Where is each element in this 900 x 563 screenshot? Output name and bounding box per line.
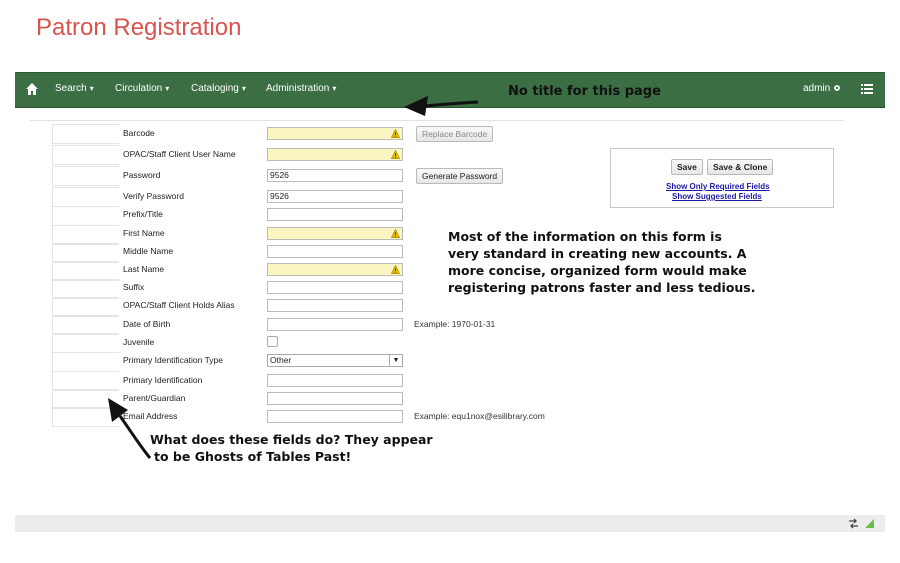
nav-cataloging[interactable]: Cataloging ▾ bbox=[191, 83, 246, 94]
page-title: Patron Registration bbox=[36, 14, 242, 41]
save-button[interactable]: Save bbox=[671, 159, 703, 175]
ghost-cell bbox=[52, 297, 119, 317]
chevron-down-icon: ▾ bbox=[89, 84, 94, 93]
chevron-down-icon: ▾ bbox=[332, 84, 337, 93]
label-email: Email Address bbox=[123, 411, 178, 421]
ghost-cell bbox=[52, 243, 119, 263]
label-juvenile: Juvenile bbox=[123, 337, 155, 347]
primary-id-input[interactable] bbox=[267, 374, 403, 387]
barcode-input[interactable] bbox=[267, 127, 403, 140]
ghost-cell bbox=[52, 261, 119, 281]
label-parent-guardian: Parent/Guardian bbox=[123, 393, 186, 403]
annotation-info bbox=[448, 228, 756, 296]
user-name: admin bbox=[802, 83, 831, 94]
user-menu[interactable] bbox=[803, 83, 841, 94]
ghost-cell bbox=[52, 315, 119, 335]
annotation-line: What does these fields do? They appear bbox=[150, 432, 433, 447]
annotation-line: very standard in creating new accounts. A bbox=[448, 246, 747, 261]
username-input[interactable] bbox=[267, 148, 403, 161]
email-example: Example: equ1nox@esilibrary.com bbox=[414, 411, 545, 421]
label-password: Password bbox=[123, 170, 161, 180]
label-last-name: Last Name bbox=[123, 264, 165, 274]
show-suggested-link[interactable]: Show Suggested Fields bbox=[672, 192, 762, 201]
label-username: OPAC/Staff Client User Name bbox=[123, 149, 236, 159]
warning-icon bbox=[391, 129, 400, 138]
nav-circulation[interactable]: Circulation ▾ bbox=[115, 83, 170, 94]
label-prefix: Prefix/Title bbox=[123, 209, 163, 219]
warning-icon bbox=[391, 150, 400, 159]
chevron-down-icon: ▼ bbox=[389, 355, 402, 366]
nav-search[interactable]: Search ▾ bbox=[55, 83, 94, 94]
arrow-left-icon bbox=[398, 90, 482, 118]
swap-icon[interactable] bbox=[848, 518, 859, 529]
gear-icon bbox=[833, 84, 841, 92]
action-panel bbox=[610, 148, 834, 208]
annotation-line: Most of the information on this form is bbox=[448, 229, 722, 244]
ghost-cell bbox=[52, 166, 119, 186]
juvenile-checkbox[interactable] bbox=[267, 336, 278, 347]
replace-barcode-button[interactable]: Replace Barcode bbox=[416, 126, 493, 142]
label-verify-password: Verify Password bbox=[123, 191, 184, 201]
nav-administration[interactable]: Administration ▾ bbox=[266, 83, 337, 94]
ghost-cell bbox=[52, 371, 119, 391]
footer-bar bbox=[15, 515, 885, 532]
label-id-type: Primary Identification Type bbox=[123, 355, 223, 365]
verify-password-input[interactable]: 9526 bbox=[267, 190, 403, 203]
suffix-input[interactable] bbox=[267, 281, 403, 294]
ghost-cell bbox=[52, 333, 119, 353]
prefix-input[interactable] bbox=[267, 208, 403, 221]
dob-example: Example: 1970-01-31 bbox=[414, 319, 496, 329]
chevron-down-icon: ▾ bbox=[241, 84, 246, 93]
list-icon[interactable] bbox=[861, 83, 873, 95]
label-primary-id: Primary Identification bbox=[123, 375, 203, 385]
annotation-line: registering patrons faster and less tedious. bbox=[448, 280, 756, 295]
label-suffix: Suffix bbox=[123, 282, 145, 292]
save-clone-button[interactable]: Save & Clone bbox=[707, 159, 773, 175]
password-input[interactable]: 9526 bbox=[267, 169, 403, 182]
holds-alias-input[interactable] bbox=[267, 299, 403, 312]
ghost-cell bbox=[52, 145, 119, 165]
annotation-line: to be Ghosts of Tables Past! bbox=[154, 449, 352, 464]
ghost-cell bbox=[52, 187, 119, 207]
dob-input[interactable] bbox=[267, 318, 403, 331]
middle-name-input[interactable] bbox=[267, 245, 403, 258]
label-holds-alias: OPAC/Staff Client Holds Alias bbox=[123, 300, 235, 310]
ghost-cell bbox=[52, 124, 119, 144]
signal-icon bbox=[864, 518, 875, 529]
chevron-down-icon: ▾ bbox=[165, 84, 170, 93]
ghost-cell bbox=[52, 352, 119, 372]
show-required-link[interactable]: Show Only Required Fields bbox=[666, 182, 770, 191]
label-barcode: Barcode bbox=[123, 128, 155, 138]
annotation-line: more concise, organized form would make bbox=[448, 263, 747, 278]
ghost-cell bbox=[52, 225, 119, 245]
generate-password-button[interactable]: Generate Password bbox=[416, 168, 503, 184]
first-name-input[interactable] bbox=[267, 227, 403, 240]
annotation-ghost bbox=[150, 431, 433, 465]
ghost-cell bbox=[52, 279, 119, 299]
id-type-select[interactable] bbox=[267, 354, 403, 367]
ghost-cell bbox=[52, 206, 119, 226]
id-type-value: Other bbox=[270, 355, 292, 365]
annotation-no-title: No title for this page bbox=[508, 84, 661, 99]
warning-icon bbox=[391, 229, 400, 238]
label-dob: Date of Birth bbox=[123, 319, 171, 329]
divider bbox=[30, 120, 844, 121]
parent-guardian-input[interactable] bbox=[267, 392, 403, 405]
warning-icon bbox=[391, 265, 400, 274]
home-icon[interactable] bbox=[25, 82, 39, 96]
label-middle-name: Middle Name bbox=[123, 246, 174, 256]
email-input[interactable] bbox=[267, 410, 403, 423]
last-name-input[interactable] bbox=[267, 263, 403, 276]
label-first-name: First Name bbox=[123, 228, 165, 238]
